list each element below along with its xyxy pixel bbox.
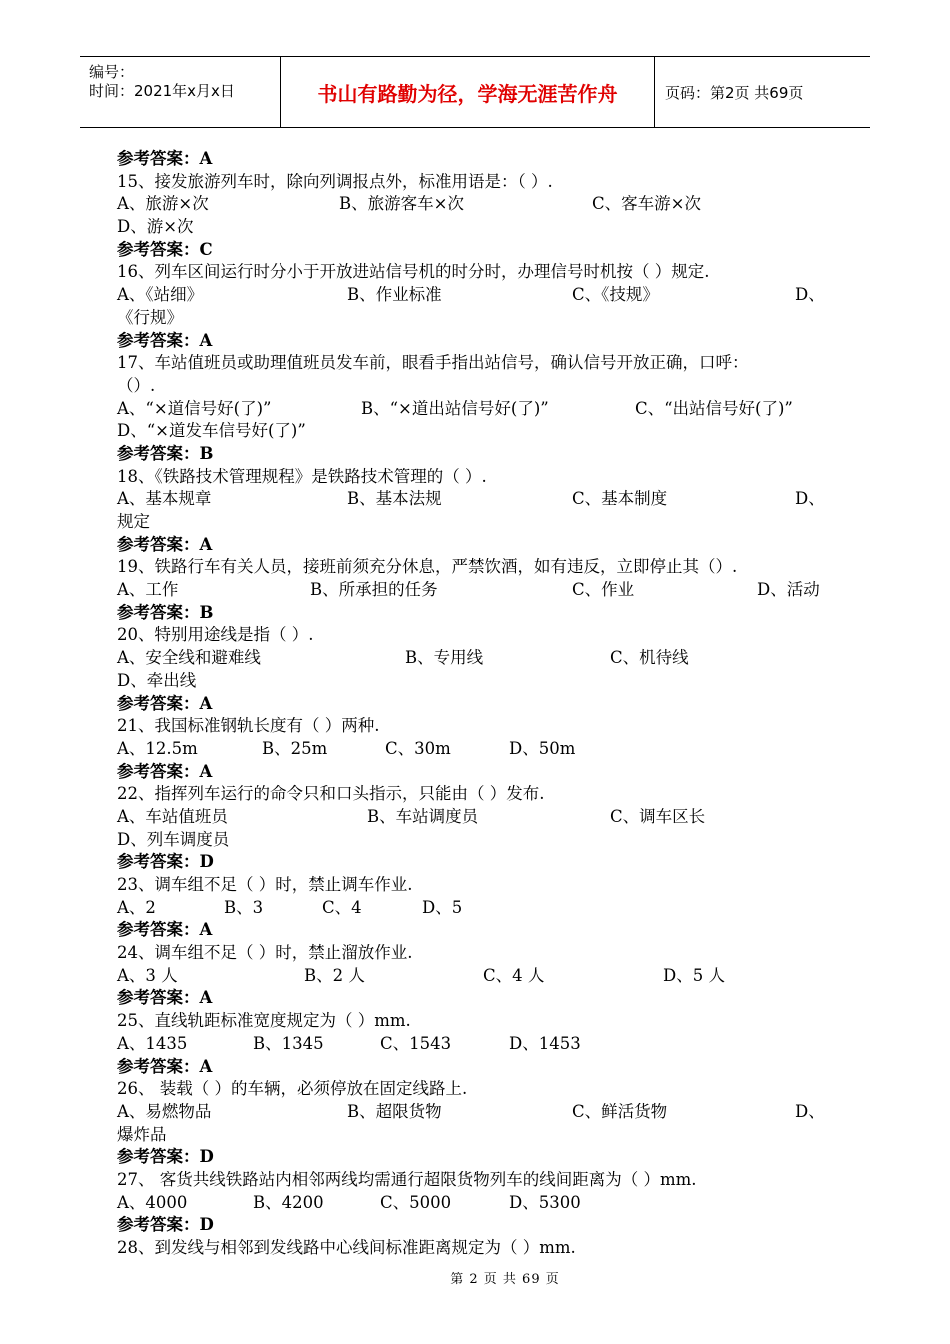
option-text: B、4200 [253, 1192, 324, 1212]
answer-line: 参考答案：D [117, 852, 214, 872]
option-text: B、“×道出站信号好(了)” [361, 398, 549, 418]
option-text: A、旅游×次 [117, 194, 209, 214]
question-text: 24、调车组不足（ ）时，禁止溜放作业. [117, 943, 413, 963]
question-text: 19、铁路行车有关人员，接班前须充分休息，严禁饮酒，如有违反，立即停止其（）. [117, 557, 738, 577]
options-row [117, 806, 837, 829]
answer-line: 参考答案：A [117, 761, 213, 781]
option-text: A、工作 [117, 580, 179, 600]
document-number-label: 编号： [89, 63, 135, 81]
question-list [117, 148, 837, 1260]
option-text: B、所承担的任务 [310, 580, 438, 600]
footer-page-number: 第 2 页 共 69 页 [450, 1272, 560, 1287]
answer-line: 参考答案：A [117, 149, 213, 168]
option-text: D、 [795, 1101, 825, 1121]
option-text: D、活动 [757, 580, 820, 600]
header-page-label: 页码：第2页 共69页 [665, 83, 804, 102]
option-text: C、4 [322, 897, 362, 917]
options-row [117, 738, 837, 761]
options-row [117, 284, 837, 307]
question-text: 18、《铁路技术管理规程》是铁路技术管理的（ ）. [117, 466, 487, 486]
options-row [117, 398, 837, 421]
option-text: D、5300 [509, 1192, 581, 1212]
question-text: D、牵出线 [117, 670, 197, 690]
option-text: B、3 [224, 897, 264, 917]
option-text: B、基本法规 [347, 489, 442, 509]
option-text: C、客车游×次 [592, 194, 701, 214]
option-text: B、作业标准 [347, 285, 442, 305]
option-text: C、鲜活货物 [572, 1101, 668, 1121]
answer-line: 参考答案：A [117, 988, 213, 1008]
answer-line: 参考答案：B [117, 602, 214, 622]
option-text: A、基本规章 [117, 489, 212, 509]
option-text: C、机待线 [610, 648, 689, 668]
options-row [117, 647, 837, 670]
answer-line: 参考答案：A [117, 330, 213, 350]
options-row [117, 965, 837, 988]
option-text: A、安全线和避难线 [117, 648, 261, 668]
header-motto: 书山有路勤为径，学海无涯苦作舟 [317, 81, 618, 106]
option-text: D、 [795, 285, 825, 305]
question-text: 《行规》 [117, 307, 183, 327]
header-motto-cell [281, 57, 655, 127]
option-text: D、 [795, 489, 825, 509]
option-text: C、1543 [380, 1033, 452, 1053]
options-row [117, 1101, 837, 1124]
question-text: 16、列车区间运行时分小于开放进站信号机的时分时，办理信号时机按（ ）规定. [117, 262, 710, 282]
question-text: 17、车站值班员或助理值班员发车前，眼看手指出站信号，确认信号开放正确，口呼： [117, 353, 749, 373]
question-text: 15、接发旅游列车时，除向列调报点外，标准用语是：（ ）. [117, 171, 553, 191]
question-text: 爆炸品 [117, 1124, 167, 1144]
answer-line: 参考答案：D [117, 1147, 214, 1167]
option-text: D、50m [509, 738, 576, 758]
question-text: 规定 [117, 512, 150, 531]
document-time-label: 时间：2021年x月x日 [89, 82, 235, 100]
option-text: A、12.5m [117, 738, 198, 758]
option-text: B、25m [262, 738, 328, 758]
option-text: A、4000 [117, 1192, 188, 1212]
option-text: A、3 人 [117, 965, 178, 985]
question-text: 20、特别用途线是指（ ）. [117, 625, 314, 645]
answer-line: 参考答案：A [117, 534, 213, 554]
options-row [117, 1033, 837, 1056]
header-page-cell [655, 57, 870, 127]
header-meta [80, 57, 281, 127]
option-text: B、旅游客车×次 [339, 194, 464, 214]
option-text: A、“×道信号好(了)” [117, 398, 272, 418]
option-text: C、4 人 [483, 965, 545, 985]
option-text: B、车站调度员 [367, 806, 479, 826]
answer-line: 参考答案：A [117, 693, 213, 713]
question-text: 27、 客货共线铁路站内相邻两线均需通行超限货物列车的线间距离为（ ）mm. [117, 1169, 697, 1189]
answer-line: 参考答案：A [117, 920, 213, 940]
option-text: C、基本制度 [572, 489, 668, 509]
option-text: D、1453 [509, 1033, 581, 1053]
question-text: （）. [117, 375, 156, 395]
options-row [117, 579, 837, 602]
option-text: C、作业 [572, 580, 635, 600]
option-text: B、超限货物 [347, 1101, 442, 1121]
option-text: C、“出站信号好(了)” [635, 398, 793, 418]
option-text: A、《站细》 [117, 285, 204, 305]
question-text: 22、指挥列车运行的命令只和口头指示，只能由（ ）发布. [117, 784, 545, 804]
options-row [117, 897, 837, 920]
answer-line: 参考答案：B [117, 443, 214, 463]
option-text: A、车站值班员 [117, 806, 228, 826]
options-row [117, 488, 837, 511]
option-text: A、1435 [117, 1033, 188, 1053]
answer-line: 参考答案：A [117, 1056, 213, 1076]
option-text: C、调车区长 [610, 806, 706, 826]
answer-line: 参考答案：D [117, 1215, 214, 1235]
option-text: B、专用线 [405, 648, 484, 668]
question-text: 26、 装载（ ）的车辆，必须停放在固定线路上. [117, 1079, 468, 1099]
option-text: A、2 [117, 897, 156, 917]
options-row [117, 193, 837, 216]
option-text: D、5 [422, 897, 463, 917]
question-text: 23、调车组不足（ ）时，禁止调车作业. [117, 875, 413, 894]
option-text: B、1345 [253, 1033, 324, 1053]
question-text: D、列车调度员 [117, 829, 230, 849]
option-text: B、2 人 [304, 965, 365, 985]
options-row [117, 1192, 837, 1215]
question-text: D、游×次 [117, 217, 194, 237]
option-text: C、5000 [380, 1192, 452, 1212]
question-text: 21、我国标准钢轨长度有（ ）两种. [117, 716, 380, 736]
option-text: C、30m [385, 738, 451, 758]
question-text: 25、直线轨距标准宽度规定为（ ）mm. [117, 1011, 411, 1031]
question-text: D、“×道发车信号好(了)” [117, 421, 306, 441]
option-text: D、5 人 [663, 965, 725, 985]
answer-line: 参考答案：C [117, 239, 213, 259]
page-footer [0, 1268, 950, 1287]
question-text: 28、到发线与相邻到发线路中心线间标准距离规定为（ ）mm. [117, 1238, 576, 1257]
option-text: A、易燃物品 [117, 1101, 212, 1121]
option-text: C、《技规》 [572, 285, 659, 305]
page-header [80, 56, 870, 128]
